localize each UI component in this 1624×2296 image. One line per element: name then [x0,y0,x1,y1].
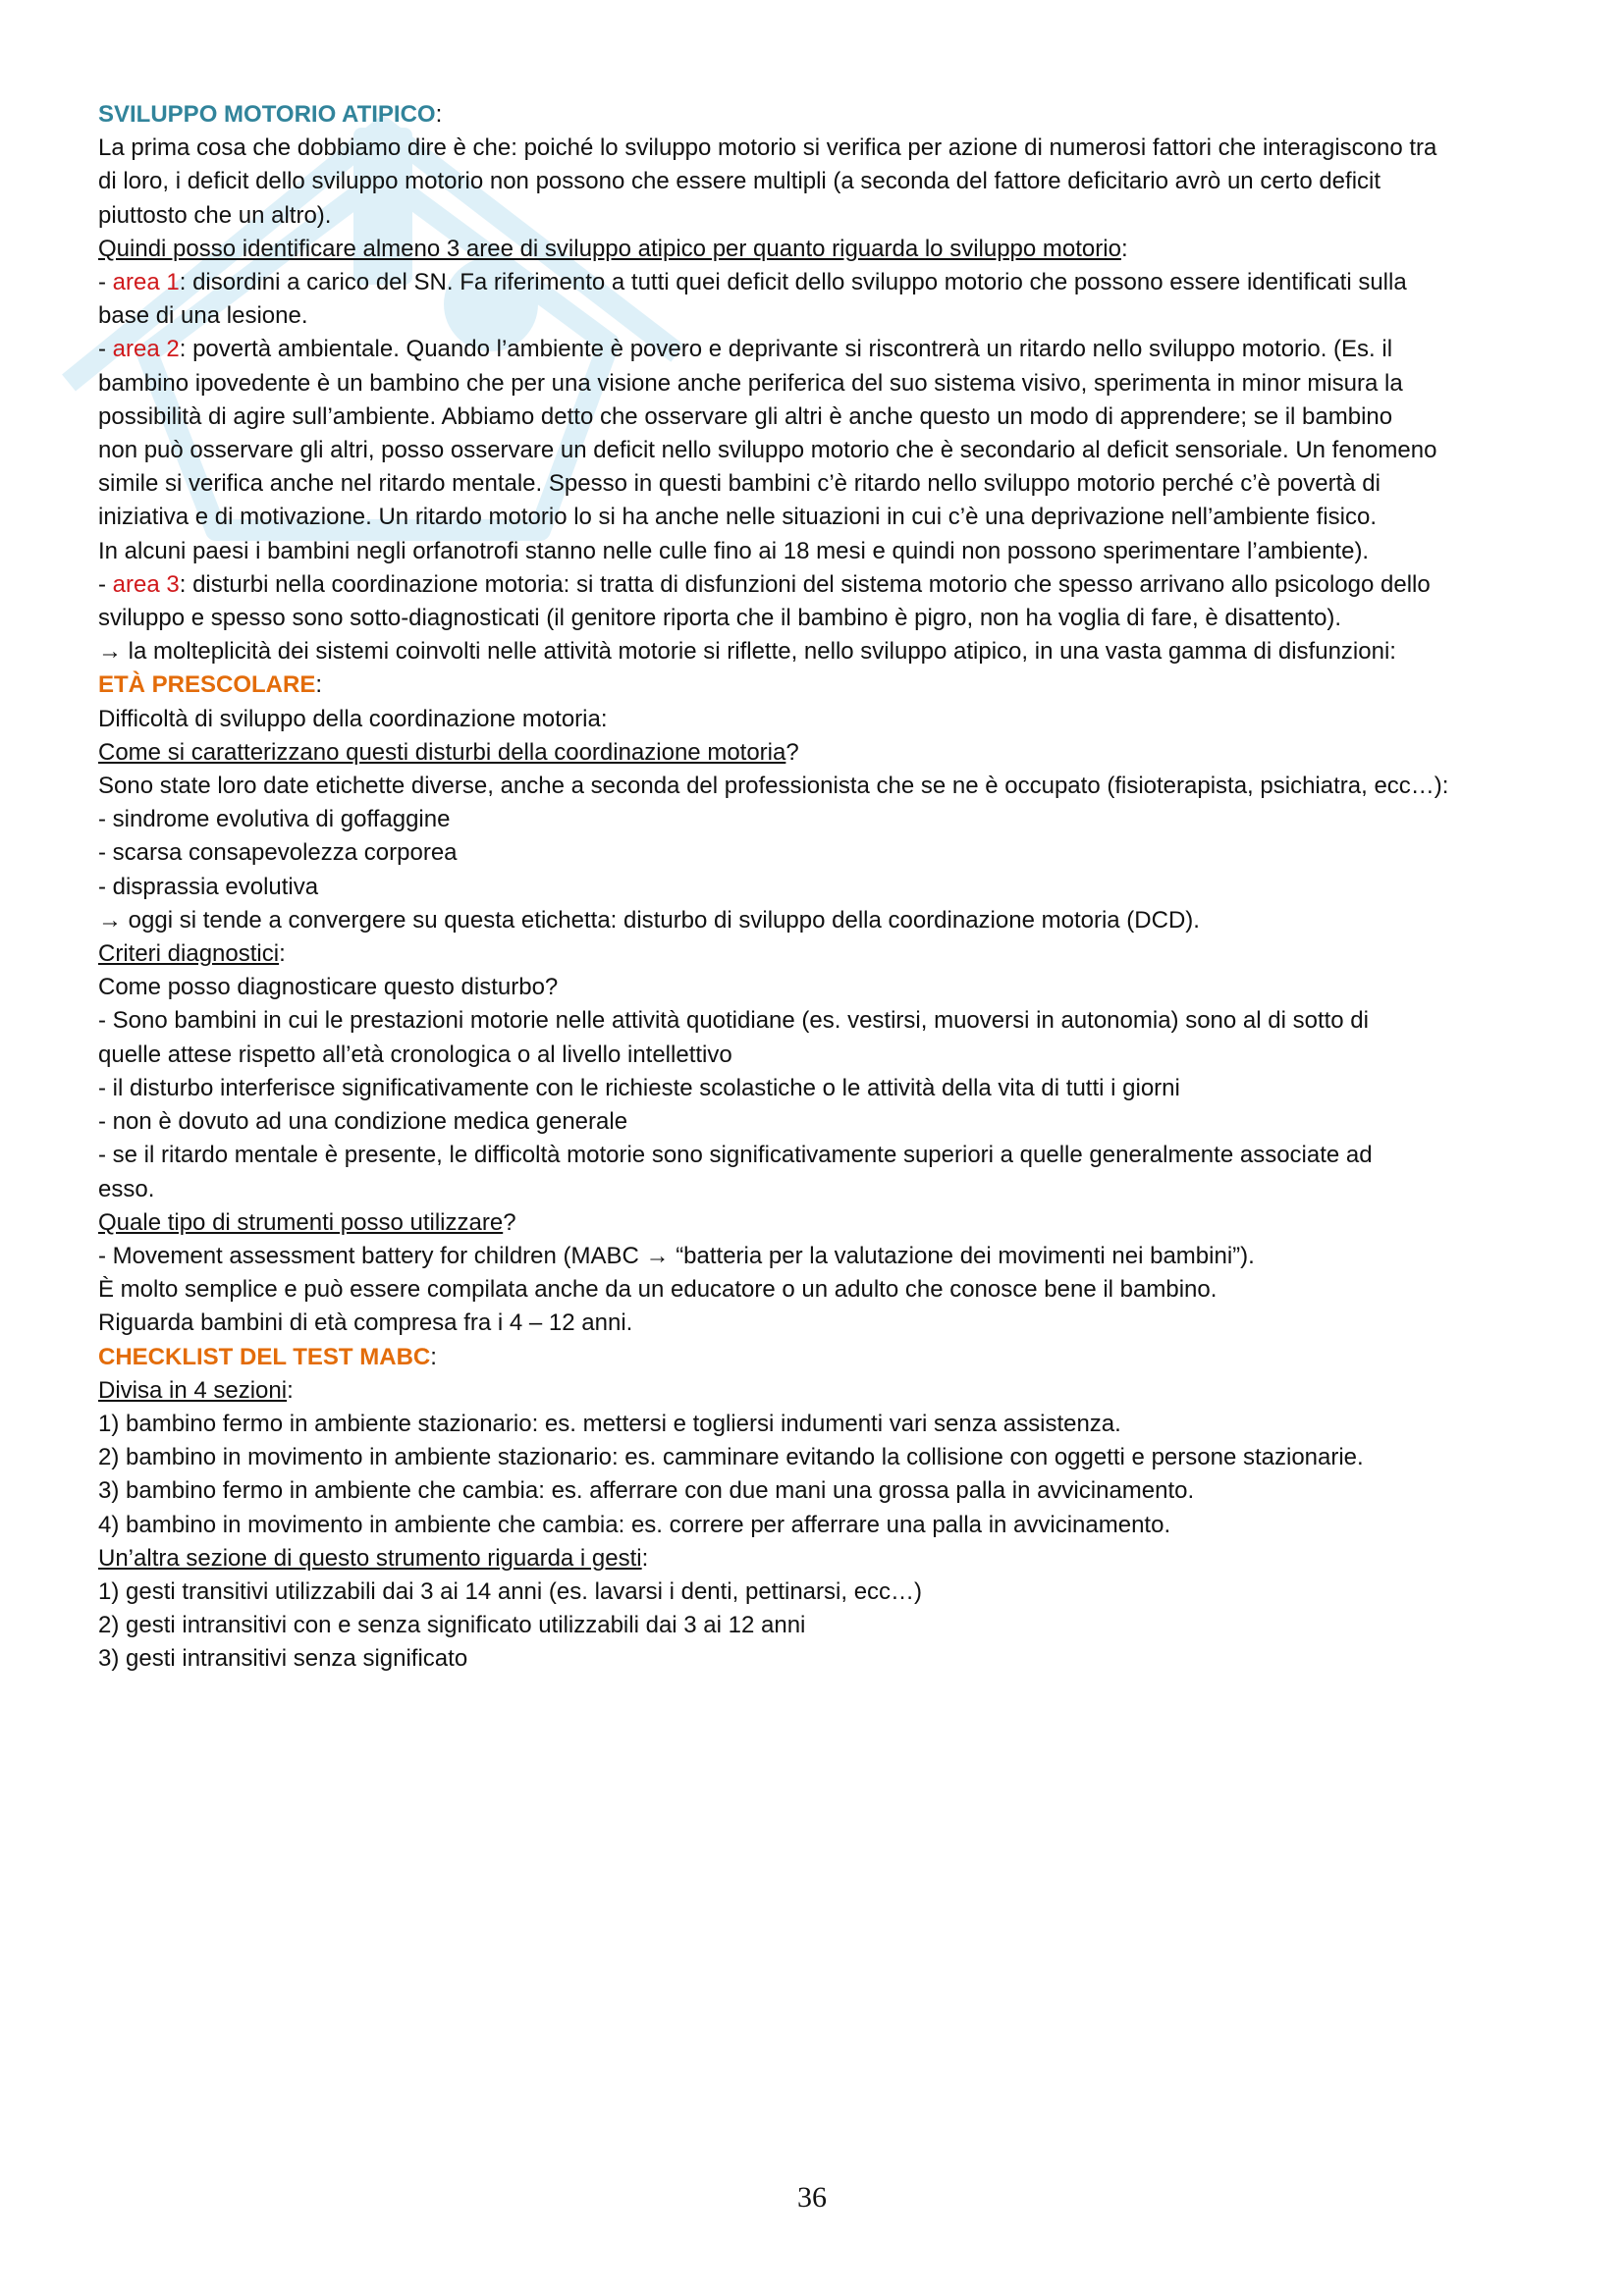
section-heading: SVILUPPO MOTORIO ATIPICO [98,101,436,128]
text-run: : povertà ambientale. Quando l’ambiente è povero e deprivante si riscontrerà un ritardo nello sviluppo motorio. (Es. il [179,336,1393,363]
text-run: : [435,101,443,128]
text-line [98,1105,1542,1139]
text-line [98,1273,1542,1307]
page-number: 36 [797,2181,827,2214]
text-run: 1) bambino fermo in ambiente stazionario: es. mettersi e togliersi indumenti vari senza assistenza. [98,1410,1121,1437]
text-run: : [430,1343,437,1370]
text-run: 2) bambino in movimento in ambiente stazionario: es. camminare evitando la collisione con oggetti e persone stazionarie. [98,1444,1364,1471]
text-line [98,434,1542,467]
text-run: - il disturbo interferisce significativamente con le richieste scolastiche o le attività della vita di tutti i giorni [98,1074,1180,1101]
text-run: 2) gesti intransitivi con e senza significato utilizzabili dai 3 ai 12 anni [98,1612,806,1639]
text-line [98,668,1542,702]
text-run: simile si verifica anche nel ritardo mentale. Spesso in questi bambini c’è ritardo nello sviluppo motorio perché c’è povertà di [98,470,1380,498]
text-line [98,770,1542,803]
text-run: 4) bambino in movimento in ambiente che cambia: es. correre per afferrare una palla in avvicinamento. [98,1511,1171,1538]
text-line [98,1374,1542,1408]
text-line [98,1441,1542,1474]
text-run: di loro, i deficit dello sviluppo motorio non possono che essere multipli (a seconda del fattore deficitario avrò un certo deficit [98,168,1381,195]
text-run: Come posso diagnosticare questo disturbo? [98,974,559,1001]
text-line [98,971,1542,1004]
document-body [98,98,1542,1677]
text-run: : disturbi nella coordinazione motoria: si tratta di disfunzioni del sistema motorio che spesso arrivano allo psicologo dello [179,570,1431,598]
text-run: Un’altra sezione di questo strumento riguarda i gesti [98,1544,642,1572]
text-run: 3) bambino fermo in ambiente che cambia: es. afferrare con due mani una grossa palla in avvicinamento. [98,1477,1195,1505]
text-line [98,1408,1542,1441]
text-line [98,1542,1542,1575]
text-line [98,400,1542,434]
text-run: Sono state loro date etichette diverse, anche a seconda del professionista che se ne è occupato (fisioterapista, psichiatra, ecc…): [98,773,1449,800]
text-run: ? [785,738,799,766]
text-run: Divisa in 4 sezioni [98,1376,288,1404]
text-line [98,467,1542,501]
text-line [98,233,1542,266]
text-run: : [1120,235,1128,262]
text-run: - se il ritardo mentale è presente, le difficoltà motorie sono significativamente superiori a quelle generalmente associate ad [98,1142,1373,1169]
text-line [98,1642,1542,1676]
text-run: : [287,1376,294,1404]
text-line [98,602,1542,635]
text-line [98,1609,1542,1642]
text-line [98,736,1542,770]
text-run: Criteri diagnostici [98,940,280,968]
text-run: possibilità di agire sull’ambiente. Abbiamo detto che osservare gli altri è anche questo un modo di apprendere; se il bambino [98,402,1393,430]
text-line [98,1039,1542,1072]
text-run: → la molteplicità dei sistemi coinvolti nelle attività motorie si riflette, nello sviluppo atipico, in una vasta gamma di disfunzioni: [98,638,1396,666]
text-run: Quindi posso identificare almeno 3 aree di sviluppo atipico per quanto riguarda lo sviluppo motorio [98,235,1121,262]
text-line [98,1474,1542,1508]
text-line [98,1004,1542,1038]
text-line [98,132,1542,165]
text-run: - [98,336,113,363]
section-heading: ETÀ PRESCOLARE [98,671,316,699]
text-line [98,1575,1542,1609]
text-line [98,803,1542,836]
text-run: base di una lesione. [98,302,308,330]
text-line [98,1341,1542,1374]
text-run: - sindrome evolutiva di goffaggine [98,806,451,833]
text-run: : disordini a carico del SN. Fa riferimento a tutti quei deficit dello sviluppo motorio che possono essere identificati sulla [179,269,1407,296]
text-run: Difficoltà di sviluppo della coordinazione motoria: [98,705,608,732]
text-run: : [315,671,323,699]
text-line [98,871,1542,904]
section-heading: CHECKLIST DEL TEST MABC [98,1343,431,1370]
text-run: - disprassia evolutiva [98,873,319,900]
text-run: Riguarda bambini di età compresa fra i 4 – 12 anni. [98,1309,633,1337]
text-run: È molto semplice e può essere compilata anche da un educatore o un adulto che conosce bene il bambino. [98,1276,1218,1304]
text-run: : [641,1544,649,1572]
text-line [98,1206,1542,1240]
text-run: In alcuni paesi i bambini negli orfanotrofi stanno nelle culle fino ai 18 mesi e quindi non possono sperimentare l’ambiente). [98,537,1370,564]
text-line [98,703,1542,736]
text-line [98,1509,1542,1542]
text-run: Quale tipo di strumenti posso utilizzare [98,1208,504,1236]
text-run: piuttosto che un altro). [98,201,332,229]
text-line [98,98,1542,132]
text-run: - Movement assessment battery for children (MABC → “batteria per la valutazione dei movimenti nei bambini”). [98,1242,1255,1269]
text-run: - [98,269,113,296]
text-run: iniziativa e di motivazione. Un ritardo motorio lo si ha anche nelle situazioni in cui c’è una deprivazione nell’ambiente fisico. [98,504,1378,531]
text-run: esso. [98,1175,155,1202]
text-line [98,165,1542,198]
text-line [98,1307,1542,1340]
text-run: bambino ipovedente è un bambino che per una visione anche periferica del suo sistema visivo, sperimenta in minor misura la [98,369,1403,397]
text-line [98,1173,1542,1206]
text-run: 1) gesti transitivi utilizzabili dai 3 ai 14 anni (es. lavarsi i denti, pettinarsi, ecc…) [98,1577,923,1605]
text-line [98,333,1542,366]
text-line [98,299,1542,333]
text-run: - [98,570,113,598]
text-run: Come si caratterizzano questi disturbi della coordinazione motoria [98,738,786,766]
text-line [98,568,1542,602]
text-run: area 3 [112,570,180,598]
text-run: - non è dovuto ad una condizione medica generale [98,1108,628,1136]
text-line [98,501,1542,534]
text-line [98,904,1542,937]
text-line [98,535,1542,568]
text-run: area 1 [112,269,180,296]
text-run: quelle attese rispetto all’età cronologica o al livello intellettivo [98,1041,732,1068]
text-line [98,199,1542,233]
text-line [98,1139,1542,1172]
text-run: - Sono bambini in cui le prestazioni motorie nelle attività quotidiane (es. vestirsi, muoversi in autonomia) sono al di sotto di [98,1007,1369,1035]
text-run: area 2 [112,336,180,363]
text-line [98,836,1542,870]
text-line [98,937,1542,971]
text-line [98,266,1542,299]
text-run: sviluppo e spesso sono sotto-diagnosticati (il genitore riporta che il bambino è pigro, non ha voglia di fare, è disattento). [98,605,1342,632]
text-run: ? [503,1208,516,1236]
text-run: non può osservare gli altri, posso osservare un deficit nello sviluppo motorio che è secondario al deficit sensoriale. Un fenomeno [98,437,1437,464]
text-run: → oggi si tende a convergere su questa etichetta: disturbo di sviluppo della coordinazione motoria (DCD). [98,906,1200,934]
text-run: 3) gesti intransitivi senza significato [98,1645,468,1673]
text-line [98,367,1542,400]
text-run: : [279,940,286,968]
text-run: - scarsa consapevolezza corporea [98,839,458,867]
text-line [98,1072,1542,1105]
text-line [98,635,1542,668]
text-run: La prima cosa che dobbiamo dire è che: poiché lo sviluppo motorio si verifica per azione di numerosi fattori che interagiscono tra [98,134,1437,162]
text-line [98,1240,1542,1273]
